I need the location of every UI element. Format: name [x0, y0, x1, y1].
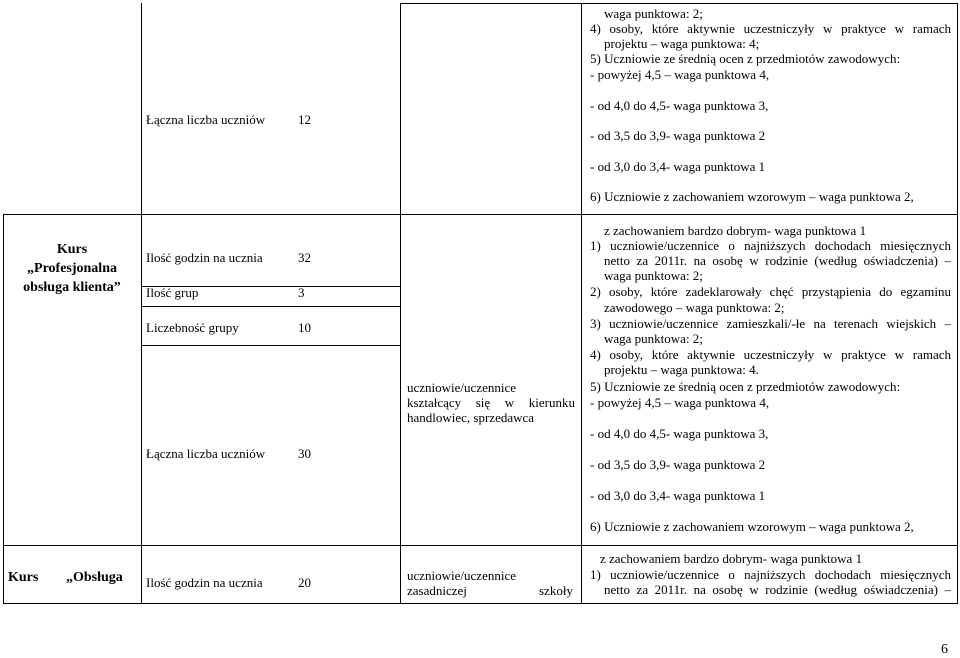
top-border [400, 3, 958, 4]
total-students-value: 12 [298, 112, 311, 127]
group-size-value: 10 [298, 320, 311, 335]
criteria-line: 6) Uczniowie z zachowaniem wzorowym – waga punktowa 2, [590, 519, 914, 534]
criteria-line: 3) uczniowie/uczennice zamieszkali/-łe na terenach wiejskich – [590, 316, 951, 331]
criteria-line: - od 3,5 do 3,9- waga punktowa 2 [590, 457, 766, 472]
criteria-line: - od 3,5 do 3,9- waga punktowa 2 [590, 128, 766, 143]
criteria-line: 2) osoby, które zadeklarowały chęć przystąpienia do egzaminu [590, 284, 951, 299]
target-group-line2b: szkoły [539, 583, 573, 598]
col-line-4 [957, 3, 958, 604]
criteria-line: - od 4,0 do 4,5- waga punktowa 3, [590, 98, 769, 113]
criteria-line: netto za 2011r. na osobę w rodzinie (według oświadczenia) – [604, 253, 951, 268]
criteria-line: waga punktowa: 2; [604, 268, 703, 283]
target-group-line1: uczniowie/uczennice [407, 380, 516, 395]
criteria-line: z zachowaniem bardzo dobrym- waga punktowa 1 [600, 551, 863, 566]
total-students-label: Łączna liczba uczniów [146, 446, 266, 461]
criteria-line: projektu – waga punktowa: 4. [604, 362, 759, 377]
hours-value: 32 [298, 250, 311, 265]
page-number: 6 [941, 642, 948, 657]
criteria-line: z zachowaniem bardzo dobrym- waga punktowa 1 [604, 223, 867, 238]
hours-label: Ilość godzin na ucznia [146, 250, 263, 265]
bottom-border [3, 603, 958, 604]
target-group-line2a: zasadniczej [407, 583, 467, 598]
total-students-value: 30 [298, 446, 311, 461]
criteria-line: zawodowego – waga punktowa: 2; [604, 300, 785, 315]
criteria-line: 6) Uczniowie z zachowaniem wzorowym – waga punktowa 2, [590, 189, 914, 204]
criteria-line: 5) Uczniowie ze średnią ocen z przedmiotów zawodowych: [590, 379, 901, 394]
criteria-line: - od 4,0 do 4,5- waga punktowa 3, [590, 426, 769, 441]
course-title-kurs: Kurs [8, 570, 39, 585]
cell-divider-size [141, 345, 400, 346]
col-line-2 [400, 3, 401, 604]
col-line-1 [141, 3, 142, 604]
criteria-line: - od 3,0 do 3,4- waga punktowa 1 [590, 159, 766, 174]
criteria-line: 1) uczniowie/uczennice o najniższych dochodach miesięcznych [590, 238, 951, 253]
criteria-line: 4) osoby, które aktywnie uczestniczyły w praktyce w ramach [590, 21, 951, 36]
criteria-line: 1) uczniowie/uczennice o najniższych dochodach miesięcznych [590, 567, 951, 582]
total-students-label: Łączna liczba uczniów [146, 112, 266, 127]
criteria-line: waga punktowa: 2; [604, 6, 703, 21]
cell-divider-groups [141, 306, 400, 307]
groups-value: 3 [298, 285, 305, 300]
hours-label: Ilość godzin na ucznia [146, 575, 263, 590]
course-title-line1: Kurs [56, 242, 88, 257]
criteria-line: - od 3,0 do 3,4- waga punktowa 1 [590, 488, 766, 503]
target-group-line1: uczniowie/uczennice [407, 568, 516, 583]
groups-label: Ilość grup [146, 285, 199, 300]
target-group-line2: kształcący się w kierunku [407, 395, 575, 410]
col-line-3 [581, 3, 582, 604]
criteria-line: projektu – waga punktowa: 4; [604, 36, 760, 51]
course-title-line3: obsługa klienta” [23, 280, 121, 295]
course-title-line2: „Profesjonalna [27, 261, 117, 276]
course-title-name: „Obsługa [66, 570, 123, 585]
criteria-line: 4) osoby, które aktywnie uczestniczyły w praktyce w ramach [590, 347, 951, 362]
target-group-line3: handlowiec, sprzedawca [407, 410, 535, 425]
criteria-line: - powyżej 4,5 – waga punktowa 4, [590, 395, 770, 410]
criteria-line: waga punktowa: 2; [604, 331, 703, 346]
group-size-label: Liczebność grupy [146, 320, 239, 335]
criteria-line: - powyżej 4,5 – waga punktowa 4, [590, 67, 770, 82]
criteria-line: 5) Uczniowie ze średnią ocen z przedmiotów zawodowych: [590, 51, 901, 66]
row-divider-2 [3, 545, 958, 546]
hours-value: 20 [298, 575, 311, 590]
criteria-line: netto za 2011r. na osobę w rodzinie (według oświadczenia) – [604, 582, 951, 597]
row-divider-1 [3, 214, 958, 215]
